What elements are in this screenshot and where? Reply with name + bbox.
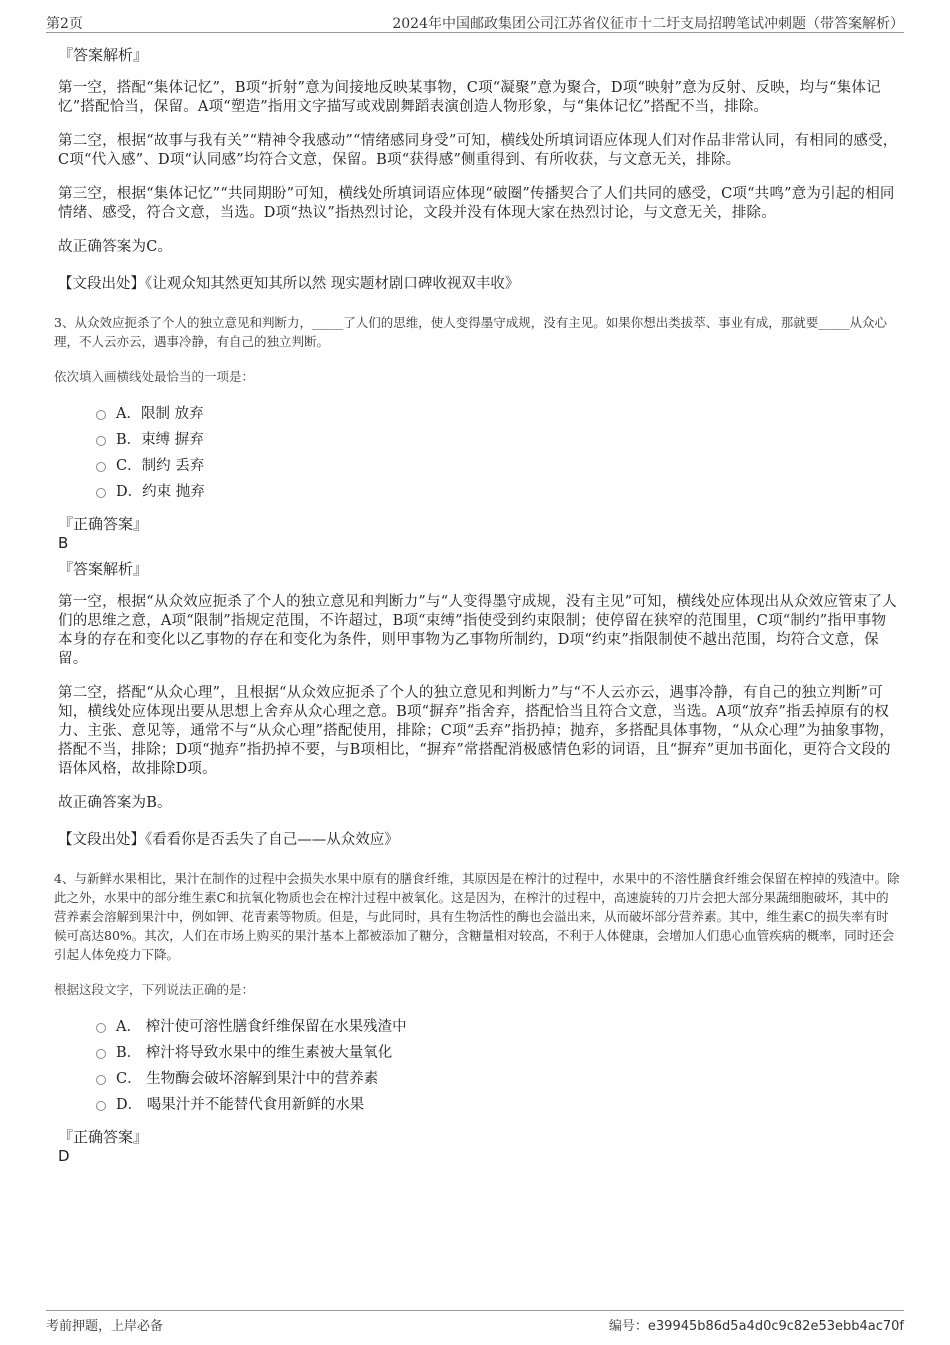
option-b[interactable]: [96, 425, 900, 451]
answer-conclusion: 故正确答案为C。: [58, 239, 173, 255]
radio-icon[interactable]: [96, 410, 106, 420]
source-citation: 【文段出处】《让观众知其然更知其所以然 现实题材剧口碑收视双丰收》: [58, 276, 520, 292]
radio-icon[interactable]: [96, 462, 106, 472]
analysis-paragraph: 第一空，搭配“集体记忆”，B项“折射”意为间接地反映某事物，C项“凝聚”意为聚合，D项“映射”意为反射、反映，均与“集体记忆”搭配恰当，保留。A项“塑造”指用文字描写或戏剧舞蹈表演创造人物形象，与“集体记忆”搭配不当，排除。: [58, 80, 881, 115]
footer-note: 考前押题，上岸必备: [46, 1319, 164, 1334]
analysis-label: 『答案解析』: [58, 560, 149, 578]
analysis-paragraph: 第二空，根据“故事与我有关”“精神令我感动”“情绪感同身受”可知，横线处所填词语应体现人们对作品非常认同，有相同的感受，C项“代入感”、D项“认同感”均符合文意，保留。B项“获得感”侧重得到、有所收获，与文意无关，排除。: [58, 133, 898, 168]
option-label: C．制约 丢弃: [116, 457, 205, 474]
option-c[interactable]: [96, 451, 900, 477]
analysis-label: 『答案解析』: [58, 46, 149, 64]
option-c[interactable]: [96, 1064, 900, 1090]
radio-icon[interactable]: [96, 488, 106, 498]
option-label: B．束缚 摒弃: [116, 431, 204, 448]
option-d[interactable]: [96, 1090, 900, 1116]
page-number: 第2页: [46, 16, 83, 32]
radio-icon[interactable]: [96, 1075, 106, 1085]
option-b[interactable]: [96, 1038, 900, 1064]
correct-answer-label: 『正确答案』: [58, 515, 149, 533]
analysis-paragraph: 第三空，根据“集体记忆”“共同期盼”可知，横线处所填词语应体现“破圈”传播契合了人们共同的感受，C项“共鸣”意为引起的相同情绪、感受，符合文意，当选。D项“热议”指热烈讨论，文段并没有体现大家在热烈讨论，与文意无关，排除。: [58, 186, 895, 221]
analysis-paragraph: 第一空，根据“从众效应扼杀了个人的独立意见和判断力”与“人变得墨守成规，没有主见”可知，横线处应体现出从众效应管束了人们的思维之意，A项“限制”指规定范围，不许超过，B项“束缚”指使受到约束限制；使停留在狭窄的范围里，C项“制约”指甲事物本身的存在和变化以乙事物的存在和变化为条件，则甲事物为乙事物所制约，D项“约束”指限制使不越出范围，均符合文意，保留。: [58, 594, 897, 667]
document-title: 2024年中国邮政集团公司江苏省仪征市十二圩支局招聘笔试冲刺题（带答案解析）: [392, 16, 904, 32]
option-label: A．限制 放弃: [116, 405, 204, 422]
answer-conclusion: 故正确答案为B。: [58, 795, 172, 811]
page-header: [46, 10, 904, 33]
radio-icon[interactable]: [96, 1049, 106, 1059]
document-body: [54, 44, 900, 1171]
option-label: D．约束 抛弃: [116, 483, 205, 500]
correct-answer-label: 『正确答案』: [58, 1128, 149, 1146]
question-prompt: 根据这段文字，下列说法正确的是：: [54, 982, 255, 997]
question-stem: 3、从众效应扼杀了个人的独立意见和判断力，_____了人们的思维，使人变得墨守成规，没有主见。如果你想出类拔萃、事业有成，那就要_____从众心理，不人云亦云，遇事冷静，有自己的独立判断。: [54, 315, 887, 349]
correct-answer: B: [58, 534, 69, 552]
radio-icon[interactable]: [96, 1023, 106, 1033]
option-list: [96, 1012, 900, 1116]
option-label: C． 生物酶会破坏溶解到果汁中的营养素: [116, 1070, 379, 1087]
radio-icon[interactable]: [96, 436, 106, 446]
analysis-paragraph: 第二空，搭配“从众心理”，且根据“从众效应扼杀了个人的独立意见和判断力”与“不人云亦云，遇事冷静，有自己的独立判断”可知，横线处应体现出要从思想上舍弃从众心理之意。B项“摒弃”指舍弃，搭配恰当且符合文意，当选。A项“放弃”指丢掉原有的权力、主张、意见等，通常不与“从众心理”搭配使用，排除；C项“丢弃”指扔掉；抛弃，多搭配具体事物，“从众心理”为抽象事物，搭配不当，排除；D项“抛弃”指扔掉不要，与B项相比，“摒弃”常搭配消极感情色彩的词语，且“摒弃”更加书面化，更符合文段的语体风格，故排除D项。: [58, 685, 895, 777]
correct-answer: D: [58, 1147, 70, 1165]
option-label: A． 榨汁使可溶性膳食纤维保留在水果残渣中: [116, 1018, 407, 1035]
document-code: 编号：e39945b86d5a4d0c9c82e53ebb4ac70f: [608, 1319, 904, 1334]
question-prompt: 依次填入画横线处最恰当的一项是：: [54, 369, 255, 384]
option-a[interactable]: [96, 399, 900, 425]
option-list: [96, 399, 900, 503]
page-footer: [46, 1310, 904, 1337]
option-label: D． 喝果汁并不能替代食用新鲜的水果: [116, 1096, 365, 1113]
option-d[interactable]: [96, 477, 900, 503]
option-a[interactable]: [96, 1012, 900, 1038]
question-stem: 4、与新鲜水果相比，果汁在制作的过程中会损失水果中原有的膳食纤维，其原因是在榨汁的过程中，水果中的不溶性膳食纤维会保留在榨掉的残渣中。除此之外，水果中的部分维生素C和抗氧化物质也会在榨汁过程中被氧化。这是因为，在榨汁的过程中，高速旋转的刀片会把大部分果蔬细胞破坏，其中的营养素会溶解到果汁中，例如钾、花青素等物质。但是，与此同时，具有生物活性的酶也会溢出来，从而破坏部分营养素。其中，维生素C的损失率有时候可高达80%。其次，人们在市场上购买的果汁基本上都被添加了糖分，含糖量相对较高，不利于人体健康，会增加人们患心血管疾病的概率，同时还会引起人体免疫力下降。: [54, 871, 900, 962]
radio-icon[interactable]: [96, 1101, 106, 1111]
source-citation: 【文段出处】《看看你是否丢失了自己——从众效应》: [58, 832, 399, 848]
option-label: B． 榨汁将导致水果中的维生素被大量氧化: [116, 1044, 393, 1061]
